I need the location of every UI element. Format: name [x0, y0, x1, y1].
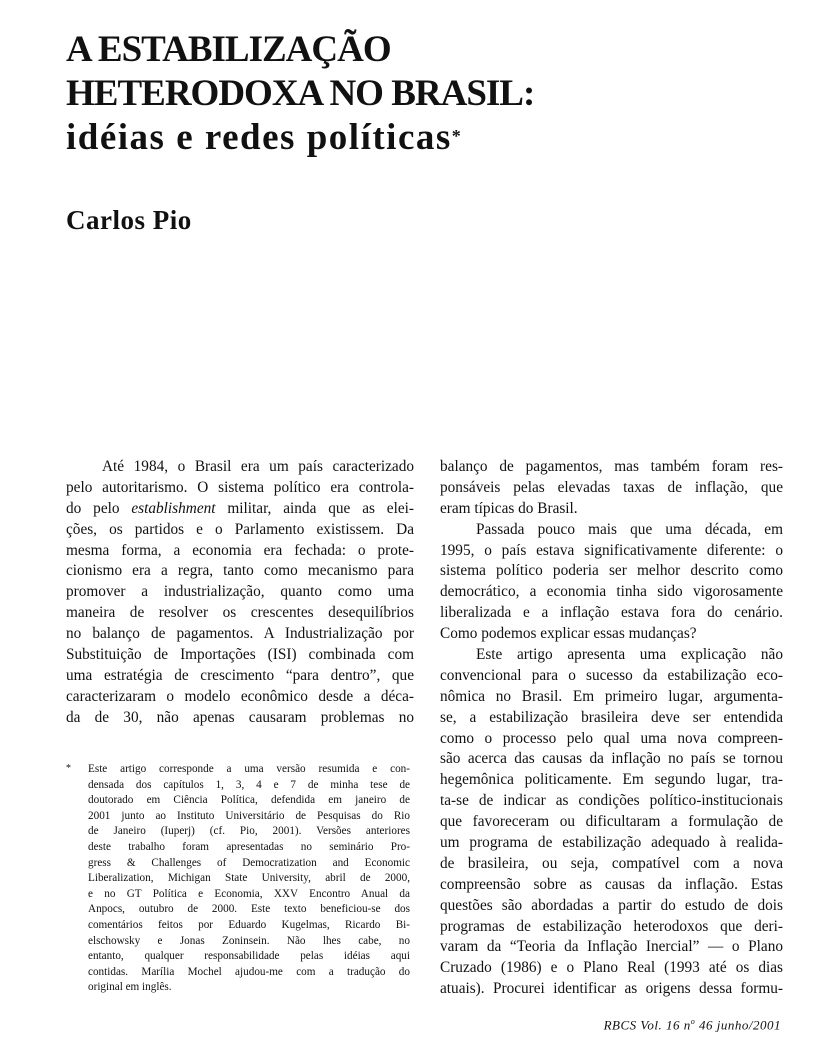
footnote-line: deste trabalho foram apresentadas no seminário Pro-	[88, 840, 410, 853]
journal-footer	[604, 1017, 781, 1033]
body-line: Até 1984, o Brasil era um país caracterizado	[102, 458, 414, 475]
footnote-line: contidas. Marília Mochel ajudou-me com a tradução do	[88, 965, 410, 978]
body-line-text: militar, ainda que as elei-	[215, 499, 414, 517]
body-line: um programa de estabilização adequado à realida-	[440, 834, 783, 852]
footer-prefix: RBCS Vol. 16 n	[603, 1017, 691, 1033]
footnote-line: elschowsky e Jonas Zoninsein. Não lhes cabe, no	[88, 934, 410, 947]
body-line: questões são abordadas a partir do estudo de dois	[440, 896, 783, 914]
body-line: são acerca das causas da inflação no país se tornou	[440, 750, 783, 768]
body-line: programas de estabilização heterodoxos que deri-	[440, 917, 783, 935]
body-line: Passada pouco mais que uma década, em	[476, 520, 783, 538]
title-line-1: A ESTABILIZAÇÃO	[66, 29, 391, 70]
footer-ordinal: o	[690, 1017, 696, 1026]
body-line: liberalizada e a inflação estava fora do cenário.	[440, 604, 783, 622]
body-line: Cruzado (1986) e o Plano Real (1993 até os dias	[440, 959, 783, 977]
body-line: democrático, a economia tinha sido vigorosamente	[440, 583, 783, 601]
body-line: ções, os partidos e o Parlamento existissem. Da	[66, 520, 414, 538]
footnote-line: gress & Challenges of Democratization and Economic	[88, 856, 410, 869]
body-line: cionismo era a regra, tanto como mecanismo para	[66, 562, 414, 580]
body-line: Este artigo apresenta uma explicação não	[476, 646, 783, 664]
body-line: Substituição de Importações (ISI) combinada com	[66, 646, 414, 664]
body-line: da de 30, não apenas causaram problemas no	[66, 708, 414, 726]
footnote	[66, 762, 410, 996]
footnote-line: 2001 junto ao Instituto Universitário de Pesquisas do Rio	[88, 809, 410, 822]
footnote-line: entanto, qualquer responsabilidade pelas idéias aqui	[88, 950, 410, 963]
body-line: ta-se de indicar as condições político-institucionais	[440, 792, 783, 810]
body-line: se, a estabilização brasileira deve ser entendida	[440, 708, 783, 726]
title-line-3	[66, 116, 534, 160]
article-title	[66, 28, 534, 160]
italic-term: establishment	[131, 499, 216, 517]
body-line: 1995, o país estava significativamente diferente: o	[440, 541, 783, 559]
body-line: caracterizaram o modelo econômico desde a déca-	[66, 687, 414, 705]
footnote-line: de Janeiro (Iuperj) (cf. Pio, 2001). Versões anteriores	[88, 825, 410, 838]
title-line-2: HETERODOXA NO BRASIL:	[66, 73, 535, 114]
body-line: balanço de pagamentos, mas também foram res-	[440, 458, 783, 475]
body-line: no balanço de pagamentos. A Industrialização por	[66, 625, 414, 643]
body-line: Como podemos explicar essas mudanças?	[440, 625, 697, 643]
footnote-line: e no GT Política e Economia, XXV Encontro Anual da	[88, 887, 410, 900]
footnote-body	[88, 762, 410, 996]
body-column-right	[440, 457, 783, 1000]
footnote-line: original em inglês.	[88, 981, 172, 994]
body-line-text: do pelo	[66, 499, 132, 517]
body-column-left	[66, 457, 414, 729]
body-line: sistema político poderia ser melhor descrito como	[440, 562, 783, 580]
footnote-line: densada dos capítulos 1, 3, 4 e 7 de minha tese de	[88, 778, 410, 791]
body-line: mesma forma, a economia era fechada: o prote-	[66, 541, 414, 559]
title-footnote-mark: *	[451, 126, 461, 146]
footnote-line: Liberalization, Michigan State University, abril de 2000,	[88, 872, 410, 885]
body-line: como o processo pelo qual uma nova compreen-	[440, 729, 783, 747]
title-subtitle: idéias e redes políticas	[66, 117, 452, 158]
body-line	[66, 499, 414, 520]
body-line: atuais). Procurei identificar as origens dessa formu-	[440, 980, 783, 998]
body-line: nômica no Brasil. Em primeiro lugar, argumenta-	[440, 687, 783, 705]
body-line: eram típicas do Brasil.	[440, 499, 578, 517]
body-line: pelo autoritarismo. O sistema político era controla-	[66, 478, 414, 496]
author-name: Carlos Pio	[66, 205, 192, 235]
body-line: maneira de resolver os crescentes desequilíbrios	[66, 604, 414, 622]
footer-suffix: 46 junho/2001	[695, 1017, 781, 1033]
body-line: que favoreceram ou dificultaram a formulação de	[440, 813, 783, 831]
body-line: varam da “Teoria da Inflação Inercial” — o Plano	[440, 938, 783, 956]
body-line: compreensão sobre as causas da inflação. Estas	[440, 875, 783, 893]
body-line: convencional para o sucesso da estabilização eco-	[440, 666, 783, 684]
body-line: uma estratégia de crescimento “para dentro”, que	[66, 666, 414, 684]
body-line: promover a industrialização, quanto como uma	[66, 583, 414, 601]
footnote-line: Este artigo corresponde a uma versão resumida e con-	[88, 763, 410, 775]
footnote-line: comentários feitos por Eduardo Kugelmas, Ricardo Bi-	[88, 918, 410, 931]
body-line: ponsáveis pelas elevadas taxas de inflação, que	[440, 478, 783, 496]
footnote-line: doutorado em Ciência Política, defendida em janeiro de	[88, 794, 410, 807]
body-line: hegemônica politicamente. Em segundo lugar, tra-	[440, 771, 783, 789]
footnote-line: Anpocs, outubro de 2000. Este texto beneficiou-se dos	[88, 903, 410, 916]
body-line: de brasileira, ou seja, compatível com a nova	[440, 854, 783, 872]
footnote-mark: *	[66, 763, 71, 774]
